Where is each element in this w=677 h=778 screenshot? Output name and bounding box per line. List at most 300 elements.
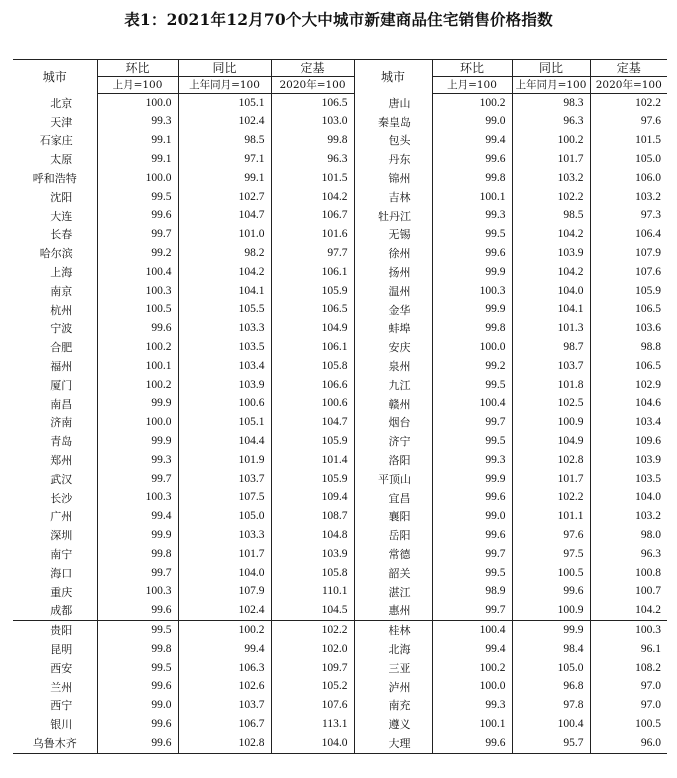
- city-right-cell: 平顶山: [354, 470, 432, 489]
- base-left-cell: 104.0: [271, 734, 354, 753]
- table-row: [13, 94, 667, 113]
- mom-right-cell: 100.0: [432, 338, 512, 357]
- yoy-right-cell: 100.4: [512, 715, 590, 734]
- mom-left-cell: 99.5: [97, 188, 178, 207]
- yoy-left-cell: 104.7: [178, 207, 271, 226]
- yoy-right-cell: 99.9: [512, 621, 590, 640]
- yoy-left-cell: 100.6: [178, 395, 271, 414]
- mom-right-cell: 100.2: [432, 94, 512, 113]
- city-right-cell: 无锡: [354, 226, 432, 245]
- city-left-cell: 济南: [13, 414, 97, 433]
- city-right-cell: 常德: [354, 545, 432, 564]
- mom-left-cell: 99.2: [97, 244, 178, 263]
- base-left-cell: 104.5: [271, 602, 354, 621]
- yoy-left-cell: 103.3: [178, 320, 271, 339]
- mom-right-cell: 99.3: [432, 697, 512, 716]
- city-right-cell: 宜昌: [354, 489, 432, 508]
- base-left-cell: 100.6: [271, 395, 354, 414]
- base-right-cell: 102.2: [635, 96, 661, 109]
- header-base-left: 定基: [271, 60, 354, 77]
- base-right-cell: 108.2: [635, 661, 661, 674]
- mom-left-cell: 99.6: [97, 715, 178, 734]
- mom-left-cell: 100.0: [97, 94, 178, 113]
- mom-right-cell: 99.6: [432, 150, 512, 169]
- table-row: [13, 489, 667, 508]
- mom-left-cell: 99.6: [97, 602, 178, 621]
- table-row: [13, 282, 667, 301]
- mom-left-cell: 99.5: [97, 659, 178, 678]
- city-right-cell: 湛江: [354, 583, 432, 602]
- table-row: [13, 320, 667, 339]
- mom-left-cell: 99.8: [97, 545, 178, 564]
- yoy-right-cell: 103.9: [512, 244, 590, 263]
- base-right-cell: 97.6: [640, 115, 661, 128]
- yoy-right-cell: 99.6: [512, 583, 590, 602]
- city-right-cell: 岳阳: [354, 526, 432, 545]
- mom-left-cell: 100.1: [97, 357, 178, 376]
- yoy-right-cell: 104.2: [512, 226, 590, 245]
- base-left-cell: 96.3: [271, 150, 354, 169]
- base-left-cell: 110.1: [271, 583, 354, 602]
- header-mom-right: 环比: [432, 60, 512, 77]
- city-left-cell: 贵阳: [13, 621, 97, 640]
- table-row: [13, 526, 667, 545]
- table-row: [13, 659, 667, 678]
- city-right-cell: 秦皇岛: [354, 113, 432, 132]
- table-row: [13, 395, 667, 414]
- base-right-cell: 100.5: [635, 717, 661, 730]
- mom-left-cell: 100.5: [97, 301, 178, 320]
- table-row: [13, 113, 667, 132]
- city-right-cell: 北海: [354, 640, 432, 659]
- mom-right-cell: 99.5: [432, 432, 512, 451]
- yoy-right-cell: 98.4: [512, 640, 590, 659]
- mom-right-cell: 100.4: [432, 621, 512, 640]
- city-right-cell: 济宁: [354, 432, 432, 451]
- yoy-left-cell: 100.2: [178, 621, 271, 640]
- base-right-cell: 107.6: [635, 265, 661, 278]
- mom-right-cell: 99.0: [432, 508, 512, 527]
- yoy-right-cell: 102.8: [512, 451, 590, 470]
- yoy-left-cell: 105.5: [178, 301, 271, 320]
- city-left-cell: 天津: [13, 113, 97, 132]
- city-right-cell: 安庆: [354, 338, 432, 357]
- yoy-right-cell: 98.7: [512, 338, 590, 357]
- city-left-cell: 青岛: [13, 432, 97, 451]
- table-title: 表1：2021年12月70个大中城市新建商品住宅销售价格指数: [124, 10, 553, 29]
- header-mom-sub-right: 上月=100: [432, 77, 512, 94]
- mom-left-cell: 100.3: [97, 282, 178, 301]
- base-right-cell: 100.8: [635, 566, 661, 579]
- yoy-left-cell: 102.4: [178, 113, 271, 132]
- yoy-right-cell: 101.7: [512, 470, 590, 489]
- base-right-cell: 103.2: [635, 190, 661, 203]
- base-right-cell: 96.0: [590, 734, 667, 753]
- table-row: [13, 545, 667, 564]
- base-left-cell: 101.5: [271, 169, 354, 188]
- base-left-cell: 106.5: [271, 301, 354, 320]
- base-left-cell: 101.6: [271, 226, 354, 245]
- base-right-cell: 104.6: [635, 397, 661, 410]
- city-left-cell: 银川: [13, 715, 97, 734]
- city-left-cell: 广州: [13, 508, 97, 527]
- mom-right-cell: 99.6: [432, 244, 512, 263]
- city-left-cell: 南宁: [13, 545, 97, 564]
- city-left-cell: 呼和浩特: [13, 169, 97, 188]
- mom-right-cell: 100.4: [432, 395, 512, 414]
- yoy-left-cell: 101.9: [178, 451, 271, 470]
- header-base-sub-left: 2020年=100: [271, 77, 354, 94]
- yoy-left-cell: 99.4: [178, 640, 271, 659]
- table-row: [13, 338, 667, 357]
- yoy-left-cell: 103.7: [178, 470, 271, 489]
- price-index-table: [13, 59, 667, 754]
- mom-left-cell: 99.6: [97, 320, 178, 339]
- yoy-right-cell: 100.2: [512, 132, 590, 151]
- city-right-cell: 扬州: [354, 263, 432, 282]
- base-left-cell: 104.7: [271, 414, 354, 433]
- base-right-cell: 98.0: [640, 528, 661, 541]
- yoy-right-cell: 104.0: [512, 282, 590, 301]
- base-left-cell: 106.7: [271, 207, 354, 226]
- header-city-left: 城市: [13, 60, 97, 94]
- yoy-left-cell: 102.8: [178, 734, 271, 753]
- city-left-cell: 沈阳: [13, 188, 97, 207]
- yoy-left-cell: 97.1: [178, 150, 271, 169]
- city-right-cell: 三亚: [354, 659, 432, 678]
- mom-left-cell: 99.0: [97, 697, 178, 716]
- header-row-sub: [13, 77, 667, 94]
- city-right-cell: 金华: [354, 301, 432, 320]
- yoy-right-cell: 100.9: [512, 602, 590, 621]
- yoy-left-cell: 98.5: [178, 132, 271, 151]
- base-right-cell: 102.9: [635, 378, 661, 391]
- base-right-cell: 100.3: [590, 621, 667, 640]
- mom-right-cell: 100.3: [432, 282, 512, 301]
- base-right-cell: 97.0: [640, 680, 661, 693]
- yoy-left-cell: 99.1: [178, 169, 271, 188]
- header-mom-left: 环比: [97, 60, 178, 77]
- yoy-right-cell: 104.9: [512, 432, 590, 451]
- yoy-right-cell: 98.3: [512, 94, 590, 113]
- base-left-cell: 107.6: [271, 697, 354, 716]
- city-left-cell: 福州: [13, 357, 97, 376]
- header-mom-sub-left: 上月=100: [97, 77, 178, 94]
- base-left-cell: 105.2: [271, 678, 354, 697]
- header-yoy-sub-right: 上年同月=100: [512, 77, 590, 94]
- header-yoy-right: 同比: [512, 60, 590, 77]
- table-row: [13, 357, 667, 376]
- city-right-cell: 泸州: [354, 678, 432, 697]
- mom-right-cell: 100.0: [432, 678, 512, 697]
- table-row: [13, 432, 667, 451]
- base-left-cell: 103.9: [271, 545, 354, 564]
- base-right-cell: 97.3: [640, 209, 661, 222]
- base-left-cell: 105.9: [271, 470, 354, 489]
- mom-left-cell: 100.0: [97, 169, 178, 188]
- city-right-cell: 丹东: [354, 150, 432, 169]
- base-left-cell: 104.9: [271, 320, 354, 339]
- yoy-right-cell: 96.3: [512, 113, 590, 132]
- city-left-cell: 深圳: [13, 526, 97, 545]
- table-row: [13, 640, 667, 659]
- base-right-cell: 104.2: [635, 604, 661, 617]
- mom-left-cell: 100.2: [97, 376, 178, 395]
- yoy-right-cell: 95.7: [512, 734, 590, 753]
- header-base-right: 定基: [590, 60, 667, 77]
- yoy-right-cell: 100.5: [512, 564, 590, 583]
- yoy-left-cell: 101.7: [178, 545, 271, 564]
- mom-right-cell: 99.3: [432, 207, 512, 226]
- yoy-right-cell: 98.5: [512, 207, 590, 226]
- mom-left-cell: 100.4: [97, 263, 178, 282]
- city-right-cell: 蚌埠: [354, 320, 432, 339]
- table-row: [13, 621, 667, 640]
- table-row: [13, 678, 667, 697]
- mom-right-cell: 99.3: [432, 451, 512, 470]
- mom-right-cell: 99.9: [432, 470, 512, 489]
- table-row: [13, 414, 667, 433]
- table-row: [13, 564, 667, 583]
- mom-left-cell: 99.3: [97, 113, 178, 132]
- yoy-left-cell: 101.0: [178, 226, 271, 245]
- table-row: [13, 132, 667, 151]
- base-right-cell: 100.7: [635, 585, 661, 598]
- city-right-cell: 泉州: [354, 357, 432, 376]
- base-right-cell: 106.4: [635, 228, 661, 241]
- table-row: [13, 734, 667, 753]
- mom-left-cell: 99.6: [97, 207, 178, 226]
- city-left-cell: 西宁: [13, 697, 97, 716]
- city-right-cell: 赣州: [354, 395, 432, 414]
- city-right-cell: 牡丹江: [354, 207, 432, 226]
- city-right-cell: 吉林: [354, 188, 432, 207]
- city-left-cell: 北京: [13, 94, 97, 113]
- mom-right-cell: 99.9: [432, 301, 512, 320]
- table-row: [13, 188, 667, 207]
- base-right-cell: 106.5: [635, 303, 661, 316]
- base-left-cell: 101.4: [271, 451, 354, 470]
- city-right-cell: 襄阳: [354, 508, 432, 527]
- mom-left-cell: 100.2: [97, 338, 178, 357]
- base-right-cell: 105.0: [635, 153, 661, 166]
- yoy-left-cell: 102.4: [178, 602, 271, 621]
- base-right-cell: 105.9: [635, 284, 661, 297]
- city-right-cell: 韶关: [354, 564, 432, 583]
- yoy-right-cell: 103.2: [512, 169, 590, 188]
- city-right-cell: 包头: [354, 132, 432, 151]
- base-left-cell: 103.0: [271, 113, 354, 132]
- base-left-cell: 105.8: [271, 357, 354, 376]
- header-base-sub-right: 2020年=100: [590, 77, 667, 94]
- yoy-right-cell: 97.8: [512, 697, 590, 716]
- city-left-cell: 长春: [13, 226, 97, 245]
- yoy-left-cell: 98.2: [178, 244, 271, 263]
- yoy-right-cell: 101.7: [512, 150, 590, 169]
- base-left-cell: 106.1: [271, 263, 354, 282]
- city-left-cell: 成都: [13, 602, 97, 621]
- city-right-cell: 九江: [354, 376, 432, 395]
- mom-right-cell: 98.9: [432, 583, 512, 602]
- yoy-right-cell: 104.1: [512, 301, 590, 320]
- yoy-right-cell: 102.5: [512, 395, 590, 414]
- yoy-left-cell: 105.1: [178, 414, 271, 433]
- yoy-left-cell: 105.1: [178, 94, 271, 113]
- mom-left-cell: 99.7: [97, 226, 178, 245]
- table-row: [13, 602, 667, 621]
- mom-right-cell: 99.8: [432, 320, 512, 339]
- mom-right-cell: 99.4: [432, 640, 512, 659]
- mom-left-cell: 99.9: [97, 395, 178, 414]
- mom-right-cell: 99.4: [432, 132, 512, 151]
- yoy-left-cell: 107.5: [178, 489, 271, 508]
- yoy-right-cell: 97.6: [512, 526, 590, 545]
- yoy-left-cell: 104.4: [178, 432, 271, 451]
- city-left-cell: 杭州: [13, 301, 97, 320]
- base-right-cell: 101.5: [635, 134, 661, 147]
- yoy-right-cell: 97.5: [512, 545, 590, 564]
- table-row: [13, 263, 667, 282]
- mom-left-cell: 99.9: [97, 432, 178, 451]
- city-left-cell: 大连: [13, 207, 97, 226]
- base-right-cell: 109.6: [635, 434, 661, 447]
- city-left-cell: 西安: [13, 659, 97, 678]
- base-left-cell: 105.9: [271, 432, 354, 451]
- yoy-left-cell: 107.9: [178, 583, 271, 602]
- city-right-cell: 遵义: [354, 715, 432, 734]
- base-right-cell: 98.8: [640, 341, 661, 353]
- yoy-right-cell: 101.8: [512, 376, 590, 395]
- base-left-cell: 102.0: [271, 640, 354, 659]
- mom-left-cell: 99.9: [97, 526, 178, 545]
- city-right-cell: 烟台: [354, 414, 432, 433]
- city-left-cell: 郑州: [13, 451, 97, 470]
- yoy-right-cell: 103.7: [512, 357, 590, 376]
- table-row: [13, 583, 667, 602]
- mom-right-cell: 99.6: [432, 489, 512, 508]
- city-right-cell: 大理: [354, 734, 432, 753]
- table-row: [13, 697, 667, 716]
- base-right-cell: 96.1: [640, 642, 661, 655]
- yoy-right-cell: 101.3: [512, 320, 590, 339]
- base-left-cell: 109.4: [271, 489, 354, 508]
- header-yoy-left: 同比: [178, 60, 271, 77]
- city-left-cell: 厦门: [13, 376, 97, 395]
- yoy-right-cell: 104.2: [512, 263, 590, 282]
- mom-left-cell: 99.5: [97, 621, 178, 640]
- mom-left-cell: 100.3: [97, 489, 178, 508]
- table-row: [13, 169, 667, 188]
- mom-left-cell: 99.8: [97, 640, 178, 659]
- mom-right-cell: 99.5: [432, 226, 512, 245]
- mom-right-cell: 100.1: [432, 188, 512, 207]
- base-left-cell: 99.8: [271, 132, 354, 151]
- table-row: [13, 226, 667, 245]
- city-left-cell: 兰州: [13, 678, 97, 697]
- yoy-right-cell: 96.8: [512, 678, 590, 697]
- city-right-cell: 惠州: [354, 602, 432, 621]
- mom-left-cell: 99.4: [97, 508, 178, 527]
- table-row: [13, 470, 667, 489]
- city-right-cell: 唐山: [354, 94, 432, 113]
- yoy-right-cell: 102.2: [512, 489, 590, 508]
- mom-left-cell: 99.7: [97, 564, 178, 583]
- city-left-cell: 宁波: [13, 320, 97, 339]
- yoy-left-cell: 103.9: [178, 376, 271, 395]
- city-left-cell: 乌鲁木齐: [13, 734, 97, 753]
- yoy-left-cell: 104.1: [178, 282, 271, 301]
- header-city-right: 城市: [354, 60, 432, 94]
- base-left-cell: 113.1: [271, 715, 354, 734]
- mom-right-cell: 99.8: [432, 169, 512, 188]
- base-left-cell: 102.2: [271, 621, 354, 640]
- table-row: [13, 508, 667, 527]
- table-body: [13, 94, 667, 754]
- base-left-cell: 97.7: [271, 244, 354, 263]
- mom-left-cell: 99.3: [97, 451, 178, 470]
- base-right-cell: 97.0: [640, 699, 661, 712]
- base-left-cell: 106.5: [271, 94, 354, 113]
- mom-right-cell: 99.0: [432, 113, 512, 132]
- city-right-cell: 桂林: [354, 621, 432, 640]
- yoy-right-cell: 102.2: [512, 188, 590, 207]
- base-left-cell: 104.8: [271, 526, 354, 545]
- base-left-cell: 106.1: [271, 338, 354, 357]
- base-right-cell: 104.0: [635, 491, 661, 504]
- city-left-cell: 武汉: [13, 470, 97, 489]
- city-left-cell: 太原: [13, 150, 97, 169]
- city-left-cell: 哈尔滨: [13, 244, 97, 263]
- header-row-main: [13, 60, 667, 77]
- yoy-left-cell: 106.7: [178, 715, 271, 734]
- base-right-cell: 103.5: [635, 472, 661, 485]
- base-right-cell: 103.4: [635, 416, 661, 429]
- yoy-right-cell: 100.9: [512, 414, 590, 433]
- mom-left-cell: 99.1: [97, 150, 178, 169]
- base-right-cell: 103.2: [635, 510, 661, 523]
- table-row: [13, 207, 667, 226]
- base-left-cell: 108.7: [271, 508, 354, 527]
- mom-right-cell: 100.2: [432, 659, 512, 678]
- yoy-left-cell: 102.6: [178, 678, 271, 697]
- city-left-cell: 南京: [13, 282, 97, 301]
- table-row: [13, 244, 667, 263]
- base-left-cell: 105.9: [271, 282, 354, 301]
- base-right-cell: 96.3: [640, 547, 661, 560]
- city-right-cell: 南充: [354, 697, 432, 716]
- yoy-left-cell: 103.5: [178, 338, 271, 357]
- mom-right-cell: 99.9: [432, 263, 512, 282]
- city-right-cell: 锦州: [354, 169, 432, 188]
- mom-right-cell: 99.5: [432, 564, 512, 583]
- yoy-left-cell: 103.7: [178, 697, 271, 716]
- base-right-cell: 106.5: [635, 359, 661, 372]
- base-left-cell: 109.7: [271, 659, 354, 678]
- table-row: [13, 376, 667, 395]
- base-right-cell: 103.9: [635, 453, 661, 466]
- base-right-cell: 106.0: [635, 171, 661, 184]
- yoy-right-cell: 105.0: [512, 659, 590, 678]
- yoy-left-cell: 103.3: [178, 526, 271, 545]
- city-left-cell: 长沙: [13, 489, 97, 508]
- mom-left-cell: 99.1: [97, 132, 178, 151]
- yoy-right-cell: 101.1: [512, 508, 590, 527]
- yoy-left-cell: 104.2: [178, 263, 271, 282]
- table-row: [13, 715, 667, 734]
- header-yoy-sub-left: 上年同月=100: [178, 77, 271, 94]
- yoy-left-cell: 104.0: [178, 564, 271, 583]
- mom-left-cell: 100.3: [97, 583, 178, 602]
